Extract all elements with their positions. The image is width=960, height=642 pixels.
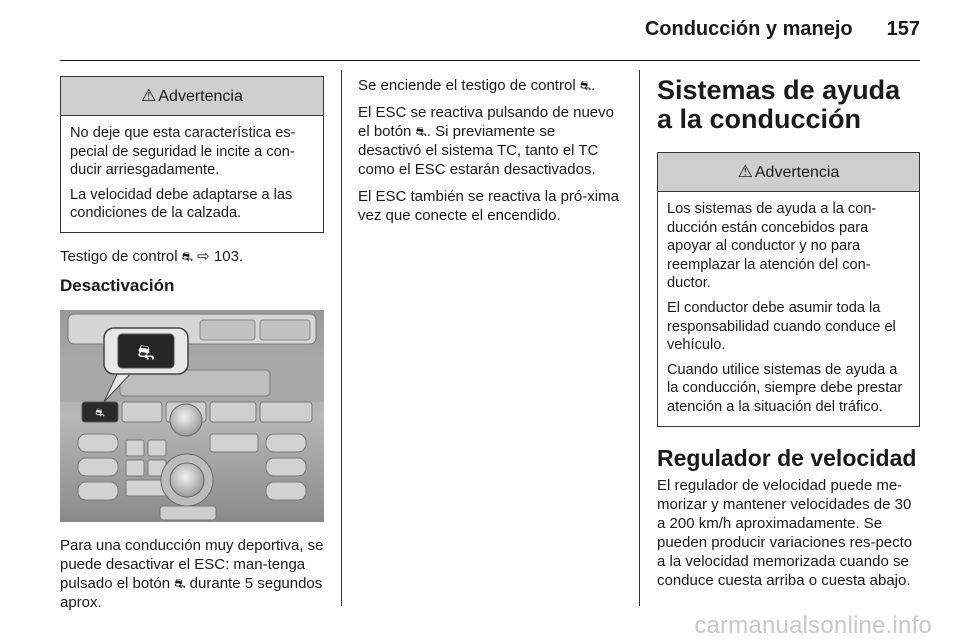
warning-triangle-icon: ⚠ (141, 86, 157, 105)
warning-box (657, 152, 920, 427)
warning-paragraph: Los sistemas de ayuda a la con-ducción están concebidos para apoyar al conductor y no para reemplazar la atención del con-ductor. (667, 201, 877, 292)
header-rule (60, 60, 920, 61)
subheading-deactivation: Desactivación (60, 275, 175, 295)
svg-text:⛐: ⛐ (95, 405, 105, 419)
warning-paragraph: Cuando utilice sistemas de ayuda a la conducción, siempre debe prestar atención a la situación del tráfico. (667, 361, 903, 415)
esc-skid-car-icon: ⛐ (579, 78, 592, 93)
column-divider-1 (341, 70, 342, 606)
warning-triangle-icon: ⚠ (737, 162, 753, 181)
paragraph-text-b: . Si previamente se desactivó el sistema TC, tanto el TC como el ESC estarán desactivados. (358, 123, 599, 178)
page-number: 157 (886, 18, 920, 40)
paragraph-reactivation (358, 103, 622, 179)
page-reference-arrow-icon: ⇨ (197, 247, 210, 265)
column-middle (358, 76, 622, 233)
deactivation-text-a: Para una conducción muy deportiva, se puede desactivar el ESC: man-tenga pulsado el botón (60, 536, 324, 592)
paragraph-indicator-lights (358, 76, 622, 95)
indicator-reference (60, 247, 324, 266)
warning-paragraph: No deje que esta característica es-pecial de seguridad le incite a con-ducir arriesgadamente. (70, 125, 296, 179)
column-right (657, 76, 920, 598)
center-console-figure (60, 310, 324, 522)
column-left (60, 76, 324, 620)
warning-header (61, 77, 323, 116)
running-header (60, 14, 920, 44)
watermark: carmanualsonline.info (694, 612, 932, 639)
svg-text:⛐: ⛐ (137, 339, 155, 364)
warning-header (658, 153, 919, 192)
deactivation-instructions (60, 536, 324, 612)
warning-paragraph: El conductor debe asumir toda la responsabilidad cuando conduce el vehículo. (667, 299, 896, 354)
warning-box (60, 76, 324, 233)
warning-title: Advertencia (158, 88, 243, 105)
paragraph-ignition: El ESC también se reactiva la pró-xima vez que conecte el encendido. (358, 188, 619, 224)
indicator-reference-page: 103. (213, 247, 244, 265)
esc-skid-car-icon: ⛐ (174, 575, 186, 591)
paragraph-cruise-control: El regulador de velocidad puede me-morizar y mantener velocidades de 30 a 200 km/h aproximadamente. Se pueden producir variaciones res-pecto a la velocidad memorizada cuando se conduce cuesta arriba o cuesta abajo. (657, 476, 913, 589)
warning-paragraph: La velocidad debe adaptarse a las condiciones de la calzada. (70, 186, 293, 222)
esc-skid-car-icon: ⛐ (181, 248, 193, 264)
column-divider-2 (639, 70, 640, 606)
paragraph-text-a: El ESC se reactiva pulsando de nuevo el botón (358, 104, 614, 140)
chapter-heading: Sistemas de ayuda a la conducción (657, 75, 901, 134)
esc-skid-car-icon: ⛐ (415, 124, 427, 139)
deactivation-text-b: durante 5 segundos aprox. (60, 574, 323, 611)
warning-body (61, 116, 323, 232)
center-console-illustration (60, 310, 324, 522)
warning-title: Advertencia (754, 164, 840, 181)
section-heading-cruise-control: Regulador de velocidad (657, 444, 917, 471)
warning-body (658, 192, 919, 426)
indicator-reference-text: Testigo de control (60, 247, 178, 265)
section-title: Conducción y manejo (644, 18, 853, 40)
paragraph-text: Se enciende el testigo de control (358, 77, 576, 94)
paragraph-end: . (591, 77, 596, 94)
